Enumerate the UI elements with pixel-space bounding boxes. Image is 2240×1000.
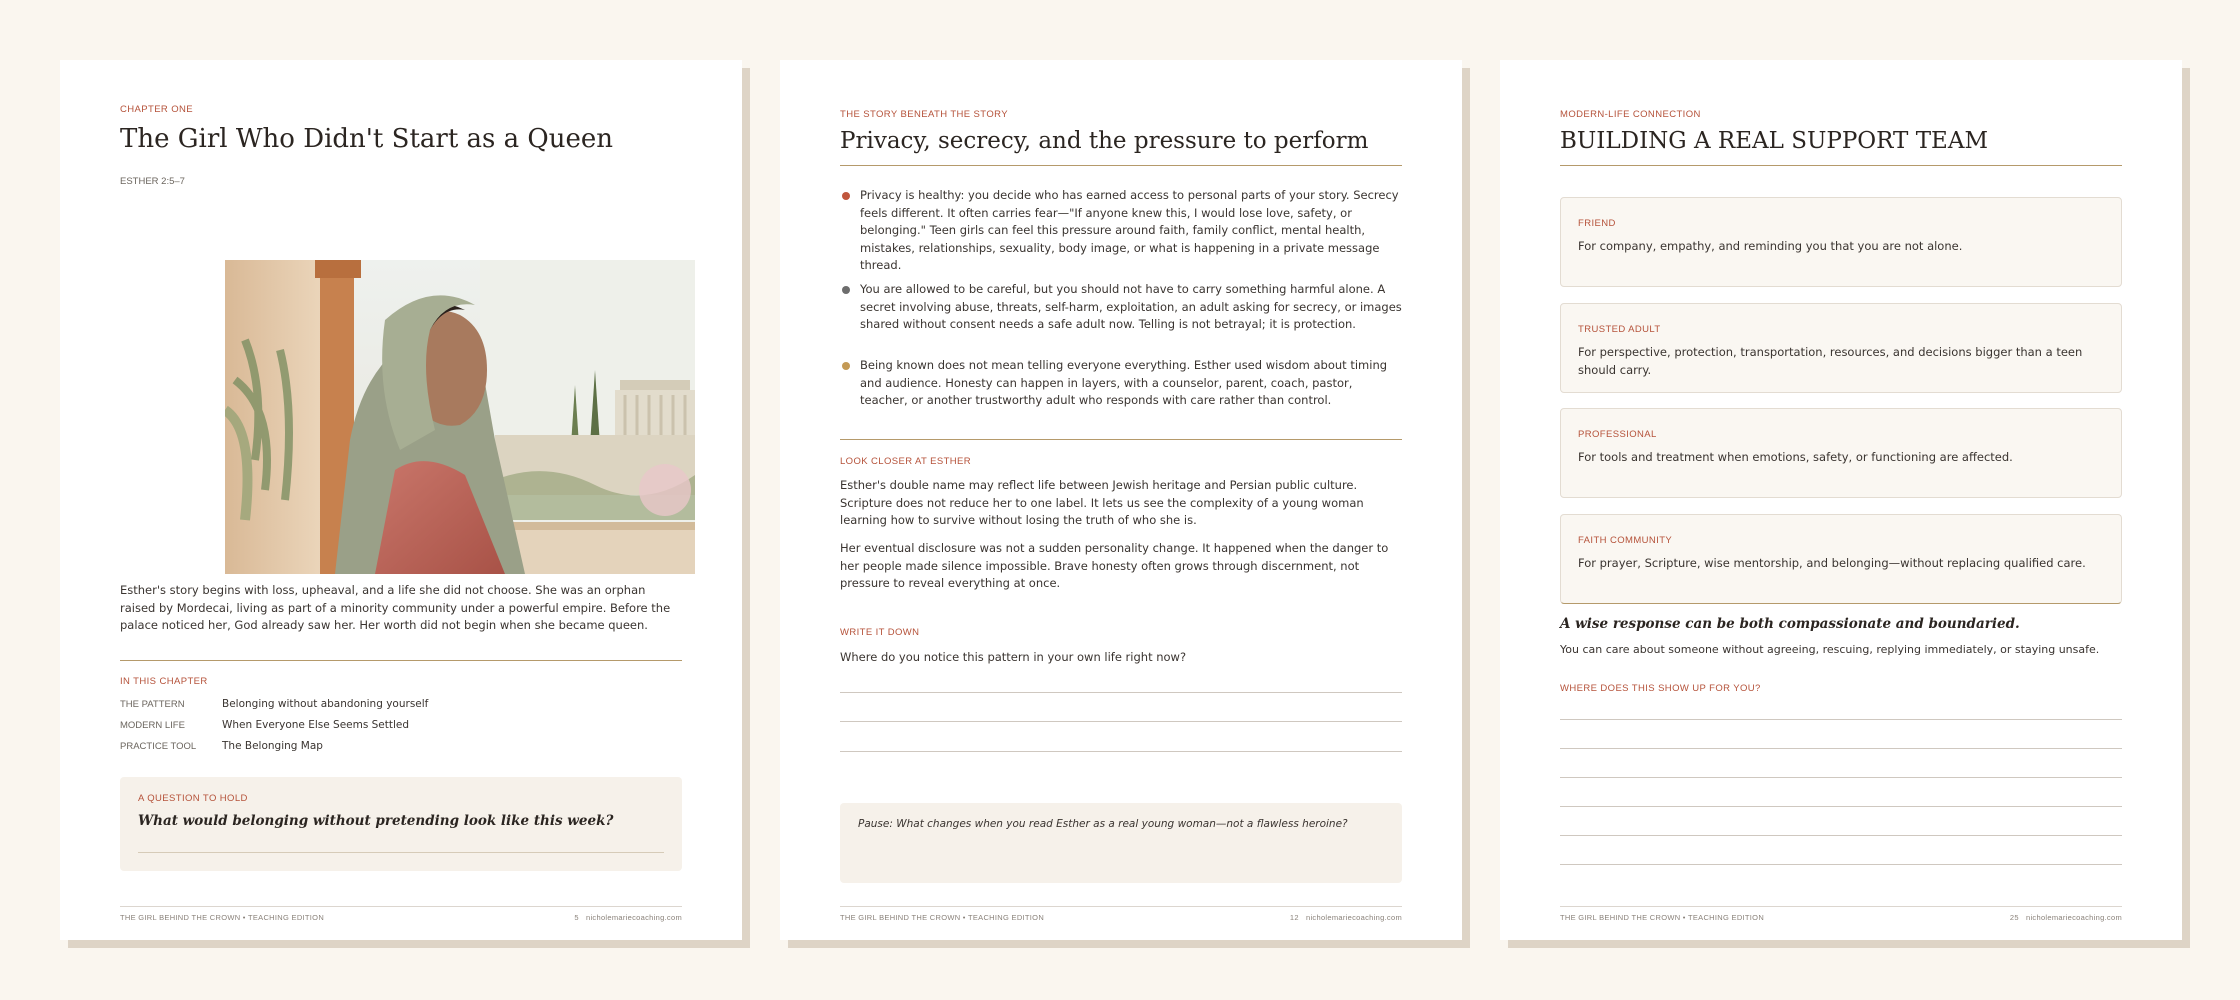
wise-heading: A wise response can be both compassionate and boundaried. bbox=[1560, 616, 2020, 632]
question-box bbox=[120, 777, 682, 871]
card-text: For perspective, protection, transportation, resources, and decisions bigger than a teen should carry. bbox=[1578, 345, 2083, 377]
look-closer-paragraph-1: Esther's double name may reflect life between Jewish heritage and Persian public culture. Scripture does not reduce her to one label. It lets us see the complexity of a young woman learning how to survive without losing the truth of who she is. bbox=[840, 478, 1364, 527]
writing-line[interactable] bbox=[1560, 835, 2122, 836]
writing-line[interactable] bbox=[840, 692, 1402, 693]
page-title: BUILDING A REAL SUPPORT TEAM bbox=[1560, 128, 1989, 154]
bullet-privacy bbox=[840, 187, 1402, 275]
footer-site[interactable]: nicholemariecoaching.com bbox=[2026, 913, 2122, 922]
support-card-professional bbox=[1560, 408, 2122, 498]
footer-site[interactable]: nicholemariecoaching.com bbox=[1306, 913, 1402, 922]
card-label: FRIEND bbox=[1578, 218, 1616, 229]
page-footer bbox=[120, 906, 682, 922]
meta-key: PRACTICE TOOL bbox=[120, 741, 197, 752]
card-label: PROFESSIONAL bbox=[1578, 429, 1657, 440]
page-story-beneath bbox=[780, 60, 1462, 940]
meta-key: MODERN LIFE bbox=[120, 720, 185, 731]
footer-right bbox=[2010, 913, 2122, 922]
support-card-faith-community bbox=[1560, 514, 2122, 604]
footer-title: THE GIRL BEHIND THE CROWN • TEACHING EDITION bbox=[120, 913, 325, 922]
bullet-careful bbox=[840, 281, 1402, 334]
footer-page-number: 12 bbox=[1289, 913, 1299, 922]
question-label: A QUESTION TO HOLD bbox=[138, 793, 248, 804]
page-footer bbox=[1560, 906, 2122, 922]
bullet-known bbox=[840, 357, 1402, 410]
scripture-reference: ESTHER 2:5–7 bbox=[120, 176, 185, 187]
chapter-label: CHAPTER ONE bbox=[120, 104, 194, 115]
write-label: WRITE IT DOWN bbox=[840, 627, 920, 638]
meta-value: When Everyone Else Seems Settled bbox=[222, 719, 410, 731]
chapter-intro: Esther's story begins with loss, upheaval, and a life she did not choose. She was an orphan raised by Mordecai, living as part of a minority community under a powerful empire. Before the palace noticed her, God already saw her. Her worth did not begin when she became queen. bbox=[120, 583, 671, 632]
meta-value: Belonging without abandoning yourself bbox=[222, 698, 429, 710]
section-label: MODERN-LIFE CONNECTION bbox=[1560, 109, 1701, 120]
page-content bbox=[1560, 60, 2122, 940]
divider bbox=[840, 439, 1402, 440]
write-prompt: Where do you notice this pattern in your own life right now? bbox=[840, 650, 1187, 664]
footer-title: THE GIRL BEHIND THE CROWN • TEACHING EDITION bbox=[1560, 913, 1765, 922]
footer-right bbox=[1290, 913, 1402, 922]
writing-line[interactable] bbox=[840, 721, 1402, 722]
card-label: FAITH COMMUNITY bbox=[1578, 535, 1673, 546]
esther-illustration bbox=[225, 260, 695, 574]
meta-row-pattern bbox=[120, 698, 428, 710]
support-card-friend bbox=[1560, 197, 2122, 287]
title-rule bbox=[840, 165, 1402, 166]
page-support-team bbox=[1500, 60, 2182, 940]
meta-key: THE PATTERN bbox=[120, 699, 185, 710]
footer-title: THE GIRL BEHIND THE CROWN • TEACHING EDITION bbox=[840, 913, 1045, 922]
writing-line[interactable] bbox=[1560, 719, 2122, 720]
wise-text: You can care about someone without agreeing, rescuing, replying immediately, or staying unsafe. bbox=[1560, 643, 2100, 656]
writing-line[interactable] bbox=[1560, 864, 2122, 865]
pause-box bbox=[840, 803, 1402, 883]
meta-value: The Belonging Map bbox=[222, 740, 323, 752]
bullet-text: Privacy is healthy: you decide who has earned access to personal parts of your story. Secrecy feels different. It often carries fear—"If anyone knew this, I would lose love, safety, or belonging." Teen girls can feel this pressure around faith, family conflict, mental health, mistakes, relationships, sexuality, body image, or what is happening in a private message thread. bbox=[860, 188, 1399, 272]
meta-row-modern-life bbox=[120, 719, 409, 731]
section-label: THE STORY BENEATH THE STORY bbox=[840, 109, 1008, 120]
writing-line[interactable] bbox=[1560, 777, 2122, 778]
meta-row-practice-tool bbox=[120, 740, 323, 752]
card-label: TRUSTED ADULT bbox=[1578, 324, 1661, 335]
card-text: For tools and treatment when emotions, safety, or functioning are affected. bbox=[1578, 450, 2013, 464]
footer-page-number: 25 bbox=[2009, 913, 2019, 922]
page-content bbox=[120, 60, 682, 940]
divider bbox=[120, 660, 682, 661]
card-text: For company, empathy, and reminding you that you are not alone. bbox=[1578, 239, 1963, 253]
bullet-text: Being known does not mean telling everyone everything. Esther used wisdom about timing and audience. Honesty can happen in layers, with a counselor, parent, coach, pastor, teacher, or another trustworthy adult who responds with care rather than control. bbox=[860, 358, 1388, 407]
page-footer bbox=[840, 906, 1402, 922]
look-closer-label: LOOK CLOSER AT ESTHER bbox=[840, 456, 972, 467]
footer-site[interactable]: nicholemariecoaching.com bbox=[586, 913, 682, 922]
footer-right bbox=[574, 913, 682, 922]
prompt-label: WHERE DOES THIS SHOW UP FOR YOU? bbox=[1560, 683, 1761, 694]
writing-line[interactable] bbox=[840, 751, 1402, 752]
page-title: The Girl Who Didn't Start as a Queen bbox=[120, 124, 613, 154]
look-closer-paragraph-2: Her eventual disclosure was not a sudden personality change. It happened when the danger to her people made silence impossible. Brave honesty often grows through discernment, not pressure to reveal everything at once. bbox=[840, 541, 1389, 590]
bullet-dot bbox=[842, 192, 850, 200]
writing-line[interactable] bbox=[1560, 806, 2122, 807]
bullet-dot bbox=[842, 362, 850, 370]
answer-line bbox=[138, 852, 664, 853]
in-chapter-label: IN THIS CHAPTER bbox=[120, 676, 208, 687]
page-chapter-one bbox=[60, 60, 742, 940]
card-text: For prayer, Scripture, wise mentorship, and belonging—without replacing qualified care. bbox=[1578, 556, 2086, 570]
bullet-dot bbox=[842, 286, 850, 294]
writing-line[interactable] bbox=[1560, 748, 2122, 749]
title-rule bbox=[1560, 165, 2122, 166]
support-card-trusted-adult bbox=[1560, 303, 2122, 393]
page-content bbox=[840, 60, 1402, 940]
question-text: What would belonging without pretending look like this week? bbox=[138, 813, 614, 829]
pause-text: Pause: What changes when you read Esther as a real young woman—not a flawless heroine? bbox=[858, 818, 1348, 830]
bullet-text: You are allowed to be careful, but you should not have to carry something harmful alone. A secret involving abuse, threats, self-harm, exploitation, an adult asking for secrecy, or images shared without consent needs a safe adult now. Telling is not betrayal; it is protection. bbox=[860, 282, 1402, 331]
footer-page-number: 5 bbox=[574, 913, 579, 922]
page-title: Privacy, secrecy, and the pressure to perform bbox=[840, 128, 1369, 154]
